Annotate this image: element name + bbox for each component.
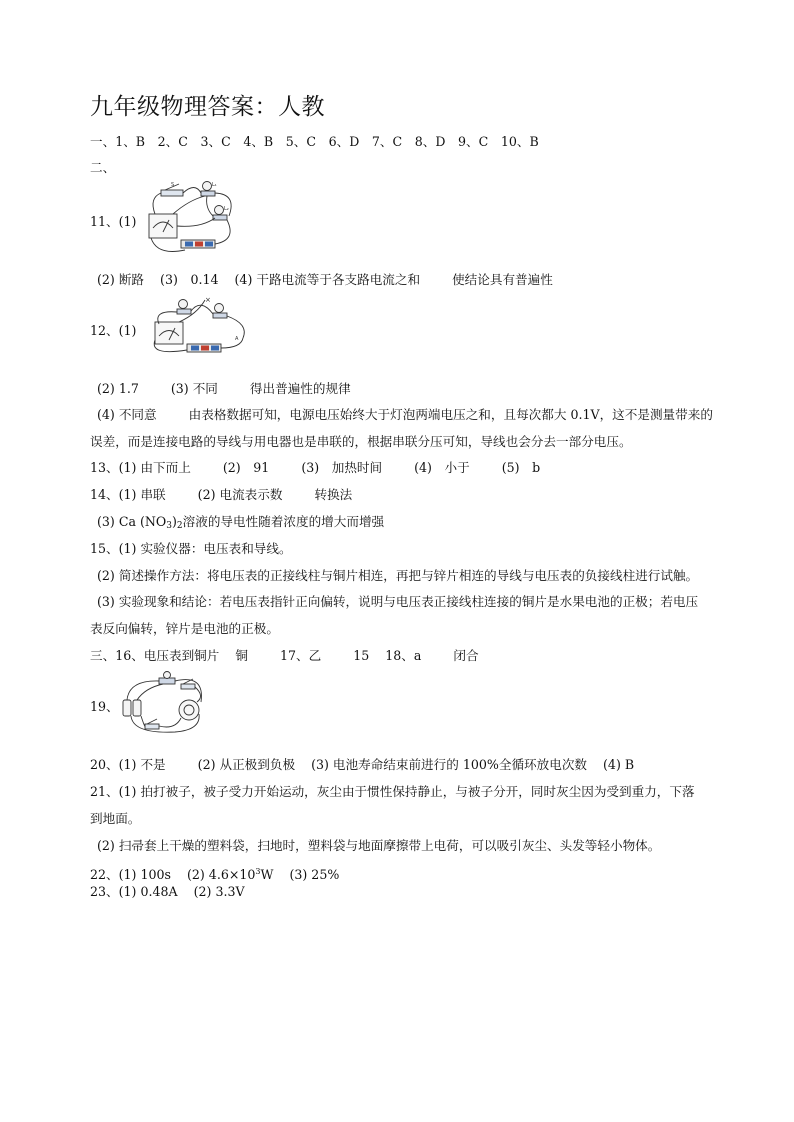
q13-part4: (4) 小于: [414, 460, 470, 475]
q20-part2: (2) 从正极到负极: [197, 757, 296, 772]
q11-part1-label: 11、(1): [90, 214, 137, 229]
q19-circuit-diagram: [115, 670, 215, 740]
q21-part1-line1: 21、(1) 拍打被子，被子受力开始运动，灰尘由于惯性保持静止，与被子分开，同时灰尘因为受到重力，下落: [90, 784, 695, 799]
q23-part1: 23、(1) 0.48A: [90, 884, 178, 899]
q13-part1: 13、(1) 由下而上: [90, 460, 191, 475]
q11-purpose: 使结论具有普遍性: [452, 272, 553, 287]
q11-part4: (4) 干路电流等于各支路电流之和: [234, 272, 421, 287]
q14-method: 转换法: [314, 487, 353, 502]
q12-part2: (2) 1.7: [97, 381, 139, 396]
q14-formula-paren: ): [171, 514, 177, 529]
q17-value: 15: [353, 648, 370, 663]
q14-answers-row: [90, 487, 352, 503]
section-two-heading: 二、: [90, 160, 116, 175]
q15-part1: 15、(1) 实验仪器：电压表和导线。: [90, 541, 292, 556]
q12-part3: (3) 不同: [170, 381, 218, 396]
q22-power-unit: W: [260, 867, 274, 882]
fig-label-a: A: [235, 336, 239, 342]
page-title: 九年级物理答案：人教: [90, 94, 325, 120]
q12-part4-line2: 误差，而是连接电路的导线与用电器也是串联的，根据串联分压可知，导线也会分去一部分电压。: [90, 434, 632, 449]
q14-part1: 14、(1) 串联: [90, 487, 166, 502]
q19-label: 19、: [90, 699, 119, 714]
q14-part3-line: [97, 514, 384, 534]
q12-purpose: 得出普遍性的规律: [249, 381, 351, 396]
q20-part3: (3) 电池寿命结束前进行的 100%全循环放电次数: [311, 757, 588, 772]
q11-circuit-diagram: [145, 180, 240, 264]
q14-formula-sub2: 2: [176, 521, 183, 531]
section-three-row: [90, 648, 479, 664]
q21-part1-line2: 到地面。: [90, 811, 141, 826]
q15-part3-line1: (3) 实验现象和结论：若电压表指针正向偏转，说明与电压表正接线柱连接的铜片是水果电池的正极；若电压: [97, 594, 699, 609]
q16-answer: 三、16、电压表到铜片: [90, 648, 220, 663]
q22-part2: (2) 4.6×10: [186, 867, 256, 882]
q16-material: 铜: [235, 648, 248, 663]
q11-part3: (3) 0.14: [160, 272, 219, 287]
q22-part1: 22、(1) 100s: [90, 867, 171, 882]
q22-part3: (3) 25%: [289, 867, 340, 882]
q20-part1: 20、(1) 不是: [90, 757, 166, 772]
q12-answers-row: [97, 381, 351, 397]
q20-part4: (4) B: [603, 757, 635, 772]
q11-answers-row: [97, 272, 553, 288]
q22-power-exponent: 3: [255, 867, 261, 876]
q13-part2: (2) 91: [222, 460, 270, 475]
q23-part2: (2) 3.3V: [193, 884, 245, 899]
q20-answers-row: [90, 757, 634, 773]
q14-conclusion: 溶液的导电性随着浓度的增大而增强: [182, 514, 385, 529]
q23-answers-row: [90, 884, 245, 900]
fig-label-cross: ×: [205, 296, 211, 304]
q12-part4-line1: [97, 407, 713, 423]
fig-label-l2: L₂: [224, 206, 229, 212]
fig-label-s: S: [171, 182, 175, 188]
q15-part3-line2: 表反向偏转，锌片是电池的正极。: [90, 621, 279, 636]
q12-part4-reason: 由表格数据可知，电源电压始终大于灯泡两端电压之和，且每次都大 0.1V，这不是测量带来的: [188, 407, 713, 422]
q21-part2: (2) 扫帚套上干燥的塑料袋，扫地时，塑料袋与地面摩擦带上电荷，可以吸引灰尘、头发等轻小物体。: [97, 838, 661, 853]
q14-part2: (2) 电流表示数: [197, 487, 283, 502]
q13-answers-row: [90, 460, 540, 476]
q18-state: 闭合: [453, 648, 479, 663]
q12-circuit-diagram: [145, 294, 250, 364]
q22-answers-row: [90, 864, 339, 883]
q18-answer: 18、a: [385, 648, 422, 663]
q14-formula-start: (3) Ca (NO: [97, 514, 167, 529]
q13-part3: (3) 加热时间: [301, 460, 383, 475]
q15-part2: (2) 简述操作方法：将电压表的正接线柱与铜片相连，再把与锌片相连的导线与电压表的负接线柱进行试触。: [97, 568, 699, 583]
q12-part1-label: 12、(1): [90, 323, 137, 338]
fig-label-l1: L₁: [212, 182, 217, 188]
q12-part4-opinion: (4) 不同意: [97, 407, 157, 422]
section-one-answers: 一、1、B 2、C 3、C 4、B 5、C 6、D 7、C 8、D 9、C 10、B: [90, 134, 539, 149]
q14-formula-sub3: 3: [166, 521, 172, 531]
q11-part2: (2) 断路: [97, 272, 145, 287]
q17-answer: 17、乙: [279, 648, 322, 663]
q13-part5: (5) b: [501, 460, 541, 475]
